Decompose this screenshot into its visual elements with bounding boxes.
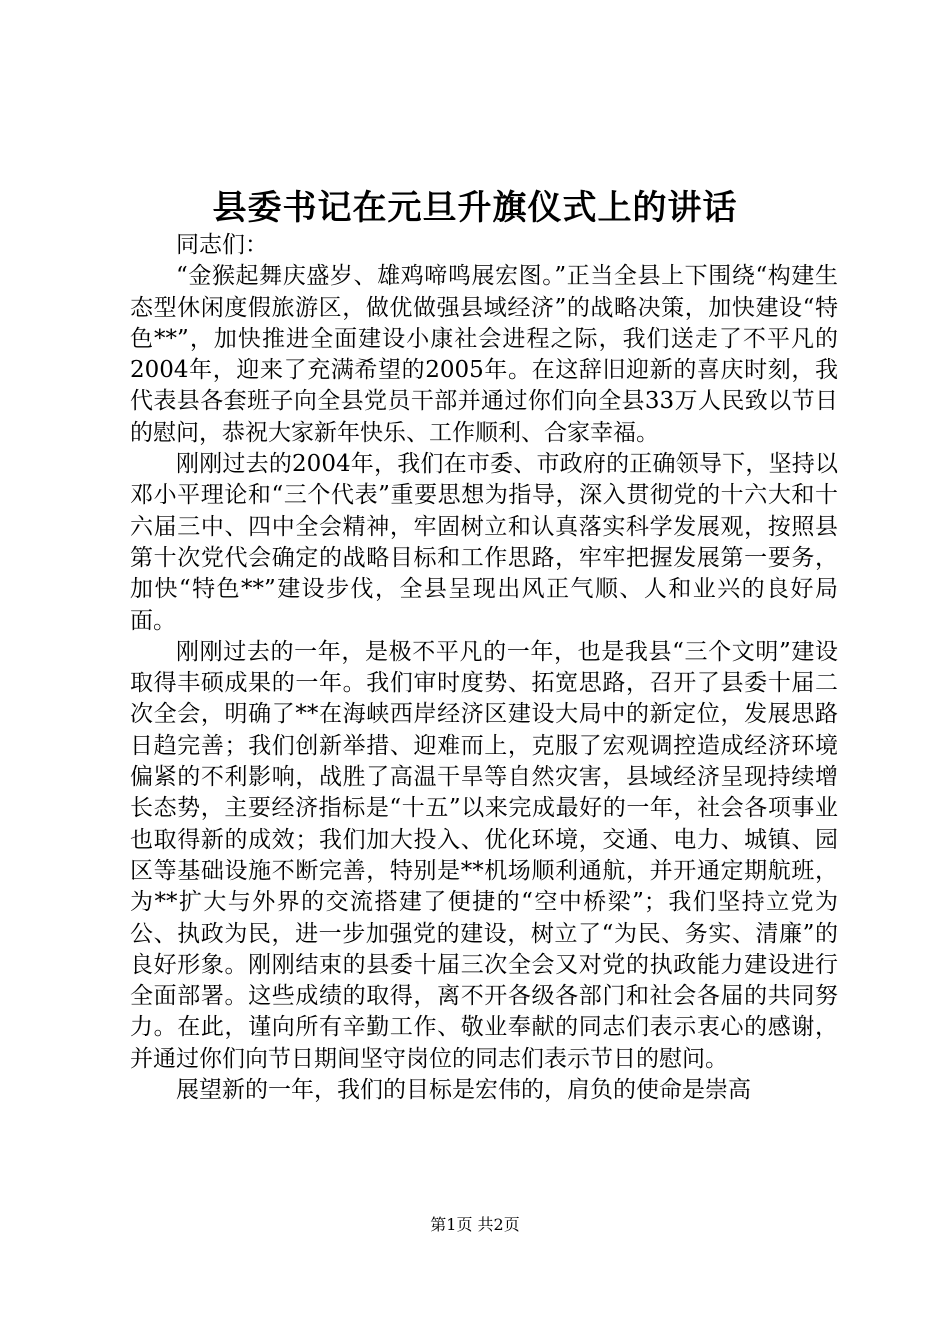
greeting-paragraph: 同志们： bbox=[176, 232, 268, 258]
body-paragraph-2: 刚刚过去的2004年，我们在市委、市政府的正确领导下，坚持以邓小平理论和“三个代表”重要思想为指导，深入贯彻党的十六大和十六届三中、四中全会精神，牢固树立和认真落实科学发展观，按照县第十次党代会确定的战略目标和工作思路，牢牢把握发展第一要务，加快“特色**”建设步伐，全县呈现出风正气顺、人和业兴的良好局面。 bbox=[130, 451, 838, 634]
document-body bbox=[130, 230, 838, 1106]
body-paragraph-3: 刚刚过去的一年，是极不平凡的一年，也是我县“三个文明”建设取得丰硕成果的一年。我们审时度势、拓宽思路，召开了县委十届二次全会，明确了**在海峡西岸经济区建设大局中的新定位，发展思路日趋完善；我们创新举措、迎难而上，克服了宏观调控造成经济环境偏紧的不利影响，战胜了高温干旱等自然灾害，县域经济呈现持续增长态势，主要经济指标是“十五”以来完成最好的一年，社会各项事业也取得新的成效；我们加大投入、优化环境，交通、电力、城镇、园区等基础设施不断完善，特别是**机场顺利通航，并开通定期航班，为**扩大与外界的交流搭建了便捷的“空中桥梁”；我们坚持立党为公、执政为民，进一步加强党的建设，树立了“为民、务实、清廉”的良好形象。刚刚结束的县委十届三次全会又对党的执政能力建设进行全面部署。这些成绩的取得，离不开各级各部门和社会各届的共同努力。在此，谨向所有辛勤工作、敬业奉献的同志们表示衷心的感谢，并通过你们向节日期间坚守岗位的同志们表示节日的慰问。 bbox=[130, 638, 838, 1072]
page-number-footer: 第1页 共2页 bbox=[430, 1215, 520, 1234]
body-paragraph-1: “金猴起舞庆盛岁、雄鸡啼鸣展宏图。”正当全县上下围绕“构建生态型休闲度假旅游区，做优做强县域经济”的战略决策，加快建设“特色**”，加快推进全面建设小康社会进程之际，我们送走了不平凡的2004年，迎来了充满希望的2005年。在这辞旧迎新的喜庆时刻，我代表县各套班子向全县党员干部并通过你们向全县33万人民致以节日的慰问，恭祝大家新年快乐、工作顺利、合家幸福。 bbox=[130, 263, 838, 446]
document-title: 县委书记在元旦升旗仪式上的讲话 bbox=[212, 188, 738, 228]
body-paragraph-4: 展望新的一年，我们的目标是宏伟的，肩负的使命是崇高 bbox=[176, 1077, 751, 1104]
